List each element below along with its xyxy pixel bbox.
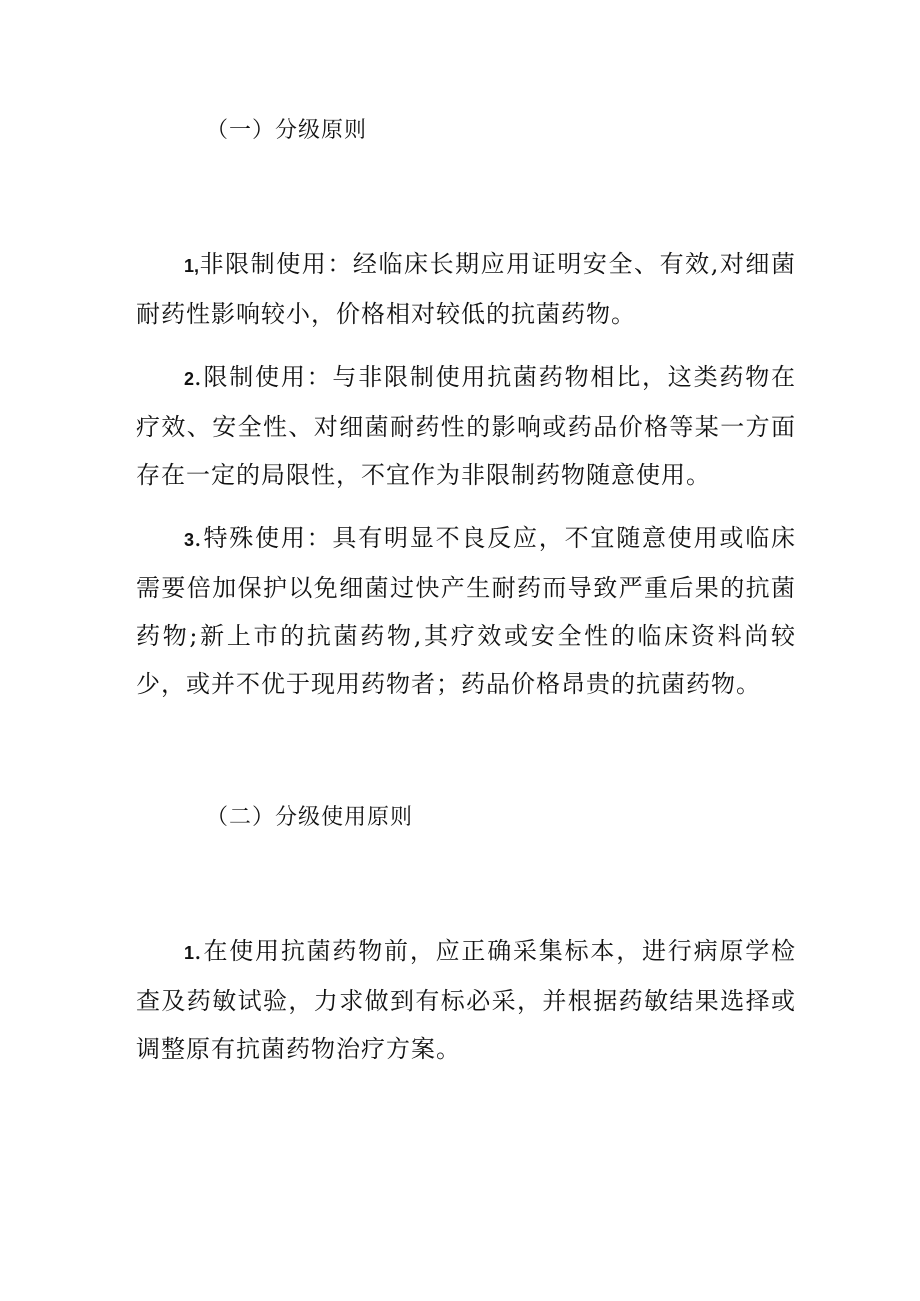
paragraph-specimen-collection <box>136 927 796 1073</box>
item-text: .特殊使用：具有明显不良反应，不宜随意使用或临床需要倍加保护以免细菌过快产生耐药而导致严重后果的抗菌药物;新上市的抗菌药物,其疗效或安全性的临床资料尚较少，或并不优于现用药物者；药品价格昂贵的抗菌药物。 <box>136 524 796 698</box>
item-text: .在使用抗菌药物前，应正确采集标本，进行病原学检查及药敏试验，力求做到有标必采，并根据药敏结果选择或调整原有抗菌药物治疗方案。 <box>136 937 796 1063</box>
paragraph-special-use <box>136 514 796 708</box>
section-heading-classification-principles: （一）分级原则 <box>206 118 368 143</box>
item-text: .限制使用：与非限制使用抗菌药物相比，这类药物在疗效、安全性、对细菌耐药性的影响或药品价格等某一方面存在一定的局限性，不宜作为非限制药物随意使用。 <box>136 363 796 489</box>
item-number: 3 <box>184 530 195 550</box>
item-number: 2 <box>184 369 195 389</box>
item-text: 非限制使用：经临床长期应用证明安全、有效,对细菌耐药性影响较小，价格相对较低的抗菌药物。 <box>136 250 796 328</box>
paragraph-unrestricted-use <box>136 240 796 338</box>
item-number: 1, <box>184 256 200 276</box>
item-number: 1 <box>184 943 195 963</box>
section-heading-tiered-use-principles: （二）分级使用原则 <box>206 805 414 830</box>
paragraph-restricted-use <box>136 353 796 499</box>
